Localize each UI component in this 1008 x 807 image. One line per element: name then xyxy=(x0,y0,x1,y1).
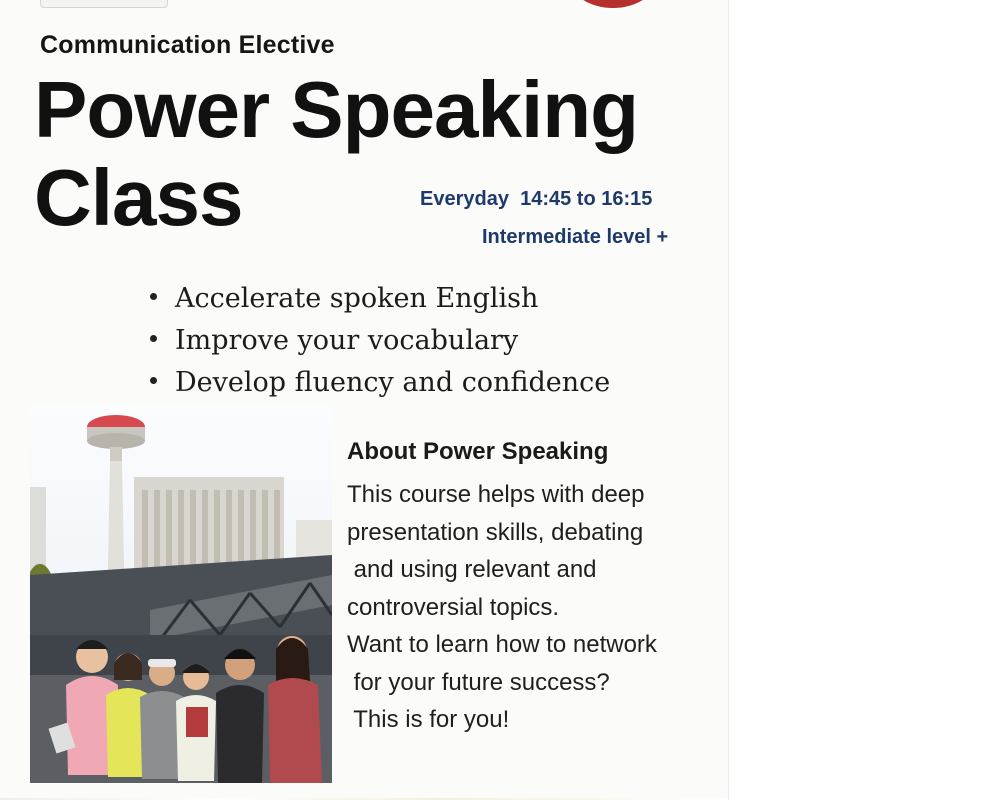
benefit-item xyxy=(150,362,610,404)
benefit-list xyxy=(150,278,610,404)
benefit-text: Develop fluency and confidence xyxy=(175,367,611,398)
benefit-text: Accelerate spoken English xyxy=(175,283,539,314)
about-line: and using relevant and xyxy=(347,556,597,583)
benefit-item xyxy=(150,278,610,320)
bullet-icon xyxy=(150,293,157,300)
about-description xyxy=(347,476,657,739)
bullet-icon xyxy=(150,335,157,342)
course-title-line2: Class xyxy=(34,153,243,242)
elective-label: Communication Elective xyxy=(40,31,335,59)
about-line: controversial topics. xyxy=(347,593,560,621)
students-photo xyxy=(30,405,332,783)
scan-edge xyxy=(0,798,728,800)
benefit-item xyxy=(150,320,610,362)
level-requirement: Intermediate level + xyxy=(482,226,669,248)
about-line: presentation skills, debating xyxy=(347,518,644,546)
red-circle-decoration xyxy=(570,0,656,8)
about-line: This course helps with deep xyxy=(347,481,645,508)
students-photo-illustration xyxy=(30,405,332,783)
top-tab-shape xyxy=(40,0,168,8)
about-line: for your future success? xyxy=(347,668,610,696)
about-heading: About Power Speaking xyxy=(347,438,609,465)
bullet-icon xyxy=(150,377,157,384)
course-title-line1: Power Speaking xyxy=(34,65,638,154)
about-line: This is for you! xyxy=(347,706,510,733)
schedule-time: Everyday 14:45 to 16:15 xyxy=(420,188,653,210)
benefit-text: Improve your vocabulary xyxy=(175,325,519,356)
about-line: Want to learn how to network xyxy=(347,631,657,658)
